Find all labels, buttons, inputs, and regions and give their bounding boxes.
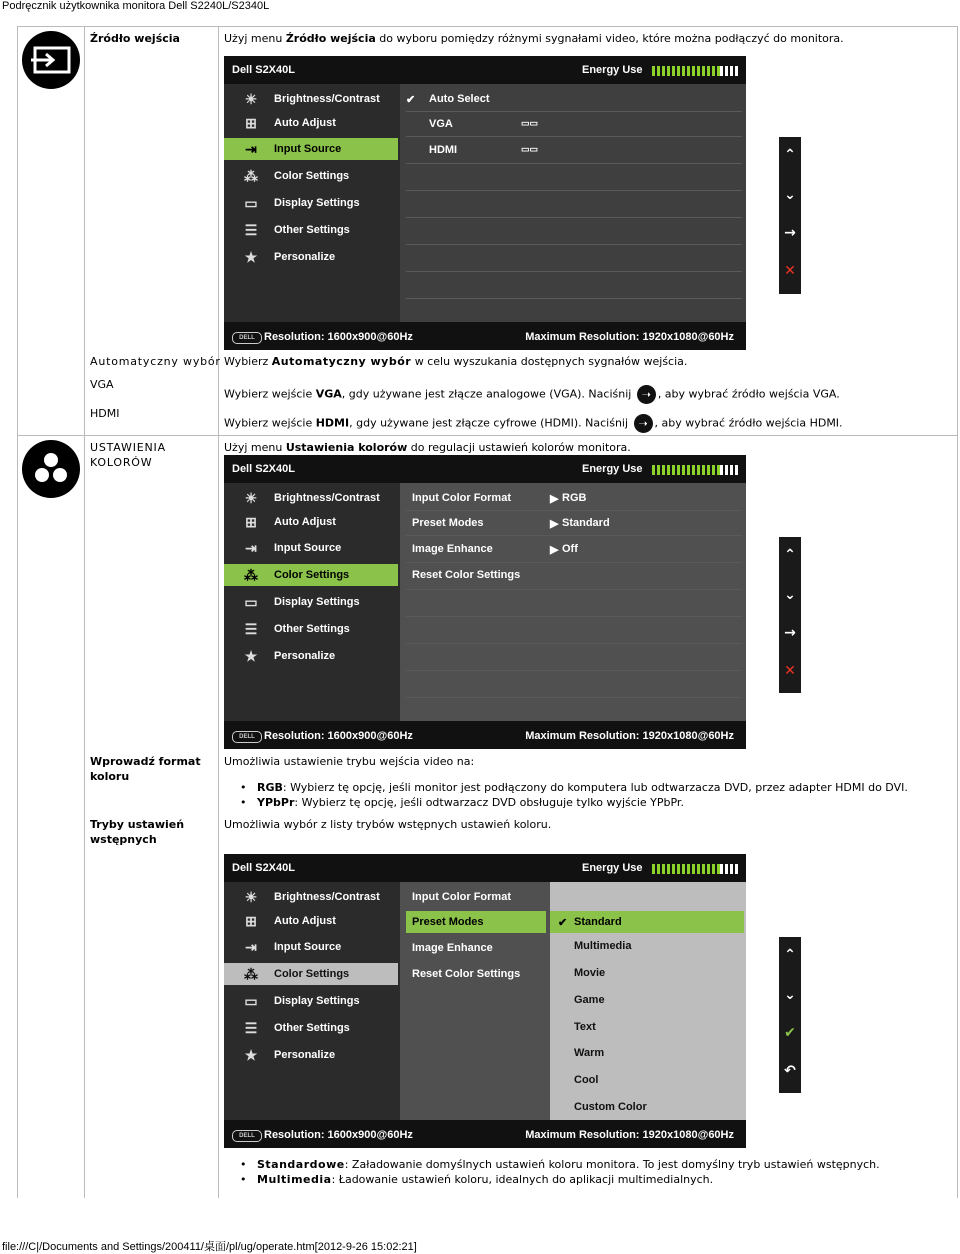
exit-icon[interactable]: ✕ xyxy=(784,663,796,679)
enter-icon[interactable]: → xyxy=(784,625,796,641)
table-border-top xyxy=(17,26,958,27)
osd-menu-display-settings[interactable]: ▭ Display Settings xyxy=(224,990,398,1012)
arrow-right-icon: ▶ xyxy=(550,544,559,556)
personalize-icon: ★ xyxy=(244,249,258,265)
preset-modes-label: Tryby ustawień wstępnych xyxy=(90,818,185,846)
osd-menu-auto-adjust[interactable]: ⊞ Auto Adjust xyxy=(224,910,398,932)
auto-adjust-icon: ⊞ xyxy=(245,913,257,929)
row-divider xyxy=(17,435,958,436)
check-icon[interactable]: ✔ xyxy=(784,1025,796,1041)
input-source-desc: Użyj menu Źródło wejścia do wyboru pomiędzy różnymi sygnałami video, które można podłączyć do monitora. xyxy=(224,32,844,45)
osd-menu-other-settings[interactable]: ☰ Other Settings xyxy=(224,1017,398,1039)
brightness-icon: ☀ xyxy=(244,91,258,107)
osd-resolution: Resolution: 1600x900@60Hz xyxy=(264,331,413,343)
other-settings-icon: ☰ xyxy=(244,621,258,637)
osd-option-image-enhance[interactable]: Image Enhance ▶ Off xyxy=(412,543,578,556)
input-source-label: Źródło wejścia xyxy=(90,32,180,45)
preset-movie[interactable]: Movie xyxy=(574,967,606,979)
hdmi-label: HDMI xyxy=(90,407,120,420)
osd-menu-personalize[interactable]: ★ Personalize xyxy=(224,246,398,268)
osd-menu-other-settings[interactable]: ☰ Other Settings xyxy=(224,618,398,640)
osd-menu-brightness[interactable]: ☀ Brightness/Contrast xyxy=(224,886,398,908)
osd-menu-other-settings[interactable]: ☰ Other Settings xyxy=(224,219,398,241)
resolution-pill-icon: DELL xyxy=(232,332,262,344)
input-source-icon: ⇥ xyxy=(245,939,257,955)
osd-menu-auto-adjust[interactable]: ⊞ Auto Adjust xyxy=(224,112,398,134)
table-border-right xyxy=(957,26,958,1198)
page-header: Podręcznik użytkownika monitora Dell S2240L/S2340L xyxy=(2,0,270,12)
osd-menu-brightness[interactable]: ☀ Brightness/Contrast xyxy=(224,88,398,110)
osd-menu-personalize[interactable]: ★ Personalize xyxy=(224,645,398,667)
hdmi-connector-icon: ▭▭ xyxy=(521,144,539,154)
input-source-icon: ⇥ xyxy=(245,141,257,157)
exit-icon[interactable]: ✕ xyxy=(784,263,796,279)
list-item: • YPbPr: Wybierz tę opcję, jeśli odtwarzacz DVD obsługuje tylko wyjście YPbPr. xyxy=(240,795,908,810)
auto-select-label: Automatyczny wybór xyxy=(90,355,221,368)
osd-option-reset-color[interactable]: Reset Color Settings xyxy=(412,569,521,581)
osd-option-reset-color[interactable]: Reset Color Settings xyxy=(412,968,521,980)
vga-desc: Wybierz wejście VGA, gdy używane jest złącze analogowe (VGA). Naciśnij ➝ , aby wybrać źródło wejścia VGA. xyxy=(224,385,840,404)
display-settings-icon: ▭ xyxy=(244,993,258,1009)
preset-cool[interactable]: Cool xyxy=(574,1074,599,1086)
osd-option-preset-modes[interactable]: Preset Modes ▶ Standard xyxy=(412,517,610,530)
energy-bar xyxy=(652,66,738,76)
preset-custom-color[interactable]: Custom Color xyxy=(574,1101,647,1113)
osd-option-auto-select[interactable]: ✔ Auto Select xyxy=(406,93,490,106)
color-settings-icon xyxy=(22,440,80,498)
preset-multimedia[interactable]: Multimedia xyxy=(574,940,632,952)
osd-menu-display-settings[interactable]: ▭ Display Settings xyxy=(224,591,398,613)
osd-energy-label: Energy Use xyxy=(582,64,643,76)
osd-nav-buttons-2 xyxy=(779,537,801,693)
preset-text[interactable]: Text xyxy=(574,1021,596,1033)
osd-option-preset-modes[interactable]: Preset Modes xyxy=(406,911,546,933)
personalize-icon: ★ xyxy=(244,648,258,664)
display-settings-icon: ▭ xyxy=(244,594,258,610)
up-icon[interactable]: ⌃ xyxy=(784,947,796,963)
color-settings-icon: ⁂ xyxy=(244,966,258,982)
other-settings-icon: ☰ xyxy=(244,222,258,238)
enter-icon[interactable]: → xyxy=(784,225,796,241)
arrow-right-icon: ▶ xyxy=(550,518,559,530)
back-icon[interactable]: ↶ xyxy=(784,1063,796,1079)
list-item: • RGB: Wybierz tę opcję, jeśli monitor jest podłączony do komputera lub odtwarzacza DVD, przez adapter HDMI do DVI. xyxy=(240,780,908,795)
input-source-icon: ⇥ xyxy=(245,540,257,556)
other-settings-icon: ☰ xyxy=(244,1020,258,1036)
auto-adjust-icon: ⊞ xyxy=(245,514,257,530)
list-item: • Standardowe: Załadowanie domyślnych ustawień koloru monitora. To jest domyślny tryb ustawień wstępnych. xyxy=(240,1157,880,1172)
osd-menu-color-settings[interactable]: ⁂ Color Settings xyxy=(244,168,350,184)
input-color-format-label: Wprowadź format koloru xyxy=(90,755,201,783)
preset-modes-list xyxy=(240,1157,880,1187)
color-settings-icon: ⁂ xyxy=(244,567,258,583)
osd-menu-color-settings[interactable]: ⁂ Color Settings xyxy=(224,963,398,985)
display-settings-icon: ▭ xyxy=(244,195,258,211)
auto-adjust-icon: ⊞ xyxy=(245,115,257,131)
table-border-col2 xyxy=(218,26,219,1198)
enter-button-icon: ➝ xyxy=(634,414,653,433)
osd-menu-color-settings[interactable]: ⁂ Color Settings xyxy=(224,564,398,586)
resolution-pill-icon: DELL xyxy=(232,731,262,743)
osd-preset-modes: Dell S2X40L Energy Use ☀ Brightness/Contrast ⊞ Auto Adjust ⇥ Input Source ⁂ Color Settings ▭ Display Settings ☰ Other Settings ★ Personalize Input Color Format Preset Modes Image Enhance Reset Color Settings ✔ Standard Multimedia Movie Game Text Warm Cool Custom Color DELL Resolution: 1600x900@60Hz Maximum Resolution: 1920x1080@60Hz xyxy=(224,854,746,1148)
osd-nav-buttons-3 xyxy=(779,937,801,1093)
osd-nav-buttons-1 xyxy=(779,137,801,294)
input-color-format-desc: Umożliwia ustawienie trybu wejścia video na: xyxy=(224,755,475,768)
osd-input-source xyxy=(224,56,746,350)
list-item: • Multimedia: Ładowanie ustawień koloru, idealnych do aplikacji multimedialnych. xyxy=(240,1172,880,1187)
brightness-icon: ☀ xyxy=(244,490,258,506)
osd-option-hdmi[interactable]: HDMI ▭▭ xyxy=(429,144,539,156)
input-source-icon xyxy=(22,31,80,89)
color-settings-label: USTAWIENIA KOLORÓW xyxy=(90,441,166,469)
osd-menu-input-source[interactable]: ⇥ Input Source xyxy=(224,936,398,958)
brightness-icon: ☀ xyxy=(244,889,258,905)
color-settings-icon: ⁂ xyxy=(244,168,258,184)
auto-select-desc: Wybierz Automatyczny wybór w celu wyszukania dostępnych sygnałów wejścia. xyxy=(224,355,688,368)
check-icon: ✔ xyxy=(558,917,568,929)
table-border-col1 xyxy=(84,26,85,1198)
up-icon[interactable]: ⌃ xyxy=(784,147,796,163)
preset-warm[interactable]: Warm xyxy=(574,1047,605,1059)
down-icon[interactable]: ⌄ xyxy=(784,987,796,1003)
osd-menu-display-settings[interactable]: ▭ Display Settings xyxy=(224,192,398,214)
page-footer: file:///C|/Documents and Settings/200411/桌面/pl/ug/operate.htm[2012-9-26 15:02:21] xyxy=(2,1241,417,1253)
osd-menu-personalize[interactable]: ★ Personalize xyxy=(224,1044,398,1066)
color-settings-desc: Użyj menu Ustawienia kolorów do regulacji ustawień kolorów monitora. xyxy=(224,441,631,454)
resolution-pill-icon: DELL xyxy=(232,1130,262,1142)
preset-game[interactable]: Game xyxy=(574,994,605,1006)
osd-model: Dell S2X40L xyxy=(232,64,295,76)
osd-option-input-color-format[interactable]: Input Color Format xyxy=(412,891,511,903)
down-icon[interactable]: ⌄ xyxy=(784,187,796,203)
energy-bar xyxy=(652,864,738,874)
preset-modes-desc: Umożliwia wybór z listy trybów wstępnych ustawień koloru. xyxy=(224,818,552,831)
vga-label: VGA xyxy=(90,378,114,391)
vga-connector-icon: ▭▭ xyxy=(521,118,539,128)
osd-color-settings: Dell S2X40L Energy Use ☀ Brightness/Contrast ⊞ Auto Adjust ⇥ Input Source ⁂ Color Settings ▭ Display Settings ☰ Other Settings ★ Personalize Input Color Format ▶ RGB Preset Modes ▶ Standard Image Enhance ▶ Off Reset Color Settings DELL Resolution: 1600x900@60Hz Maximum Resolution: 1920x1080@60Hz xyxy=(224,455,746,749)
table-border-left xyxy=(17,26,18,1198)
input-color-format-list xyxy=(240,780,908,810)
hdmi-desc: Wybierz wejście HDMI, gdy używane jest złącze cyfrowe (HDMI). Naciśnij ➝ , aby wybrać źródło wejścia HDMI. xyxy=(224,414,843,433)
osd-menu-brightness[interactable]: ☀ Brightness/Contrast xyxy=(224,487,398,509)
energy-bar xyxy=(652,465,738,475)
osd-option-vga[interactable]: VGA ▭▭ xyxy=(429,118,539,130)
enter-button-icon: ➝ xyxy=(637,385,656,404)
personalize-icon: ★ xyxy=(244,1047,258,1063)
osd-menu-auto-adjust[interactable]: ⊞ Auto Adjust xyxy=(224,511,398,533)
osd-option-input-color-format[interactable]: Input Color Format ▶ RGB xyxy=(412,492,587,505)
up-icon[interactable]: ⌃ xyxy=(784,547,796,563)
down-icon[interactable]: ⌄ xyxy=(784,587,796,603)
preset-standard[interactable]: ✔ Standard xyxy=(550,911,744,933)
osd-option-image-enhance[interactable]: Image Enhance xyxy=(412,942,493,954)
osd-menu-input-source[interactable]: ⇥ Input Source xyxy=(224,138,398,160)
osd-max-resolution: Maximum Resolution: 1920x1080@60Hz xyxy=(525,331,734,343)
arrow-right-icon: ▶ xyxy=(550,493,559,505)
osd-menu-input-source[interactable]: ⇥ Input Source xyxy=(224,537,398,559)
